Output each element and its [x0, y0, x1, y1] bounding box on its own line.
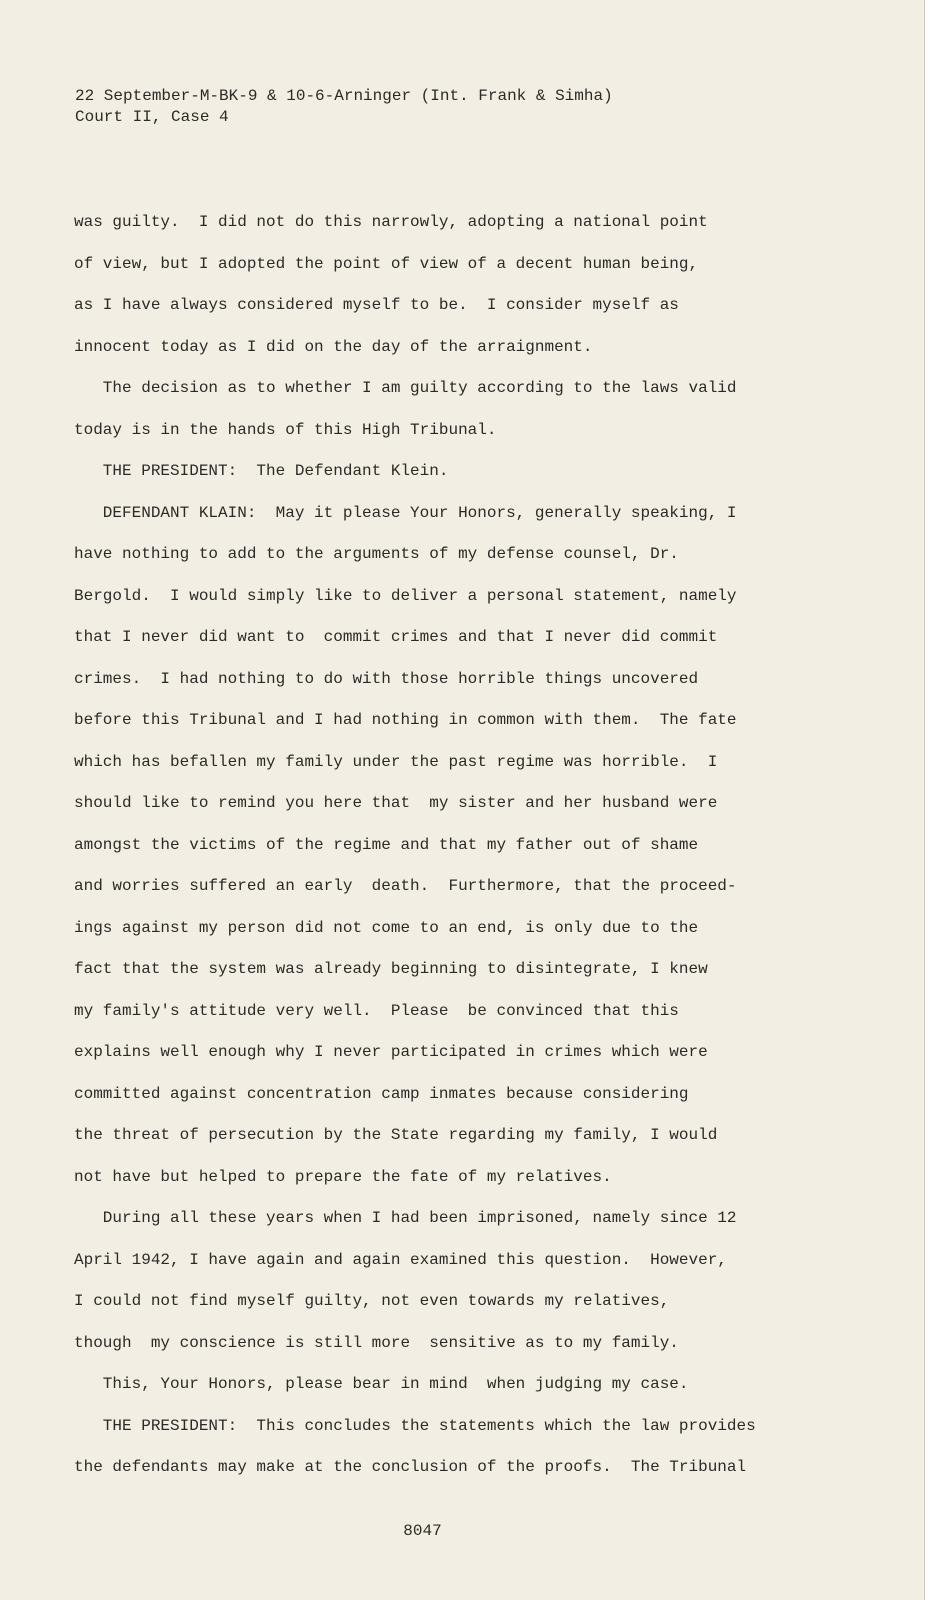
header-line-1: 22 September-M-BK-9 & 10-6-Arninger (Int. Frank & Simha) — [75, 87, 613, 105]
text-line: innocent today as I did on the day of the arraignment. — [74, 337, 593, 356]
header-line-2: Court II, Case 4 — [75, 108, 229, 126]
text-line: and worries suffered an early death. Furthermore, that the proceed- — [74, 877, 737, 895]
text-line: as I have always considered myself to be. I consider myself as — [74, 296, 679, 314]
text-line: the threat of persecution by the State regarding my family, I would — [74, 1126, 718, 1144]
text-line: the defendants may make at the conclusion of the proofs. The Tribunal — [74, 1458, 747, 1476]
text-line: not have but helped to prepare the fate of my relatives. — [74, 1167, 612, 1186]
text-line: Bergold. I would simply like to deliver a personal statement, namely — [74, 586, 737, 605]
text-line: which has befallen my family under the past regime was horrible. I — [74, 752, 718, 771]
text-line: before this Tribunal and I had nothing in common with them. The fate — [74, 711, 737, 729]
text-line: DEFENDANT KLAIN: May it please Your Honors, generally speaking, I — [74, 503, 737, 522]
text-line: amongst the victims of the regime and that my father out of shame — [74, 835, 699, 854]
text-line: This, Your Honors, please bear in mind when judging my case. — [74, 1375, 689, 1393]
text-line: that I never did want to commit crimes and that I never did commit — [74, 628, 718, 646]
text-line: crimes. I had nothing to do with those horrible things uncovered — [74, 669, 699, 688]
text-line: THE PRESIDENT: The Defendant Klein. — [74, 462, 449, 480]
text-line: THE PRESIDENT: This concludes the statements which the law provides — [74, 1416, 756, 1435]
page-header — [75, 86, 613, 128]
text-line: of view, but I adopted the point of view of a decent human being, — [74, 254, 699, 273]
text-line: have nothing to add to the arguments of my defense counsel, Dr. — [74, 545, 679, 563]
text-line: explains well enough why I never participated in crimes which were — [74, 1043, 708, 1061]
transcript-body — [74, 202, 794, 1489]
text-line: was guilty. I did not do this narrowly, adopting a national point — [74, 213, 708, 231]
text-line: should like to remind you here that my sister and her husband were — [74, 794, 718, 812]
text-line: my family's attitude very well. Please be convinced that this — [74, 1001, 679, 1020]
text-line: today is in the hands of this High Tribunal. — [74, 420, 497, 439]
text-line: The decision as to whether I am guilty according to the laws valid — [74, 379, 737, 397]
text-line: committed against concentration camp inmates because considering — [74, 1084, 689, 1103]
text-line: ings against my person did not come to an end, is only due to the — [74, 918, 699, 937]
text-line: April 1942, I have again and again examined this question. However, — [74, 1250, 727, 1269]
text-line: fact that the system was already beginning to disintegrate, I knew — [74, 960, 708, 978]
text-line: I could not find myself guilty, not even towards my relatives, — [74, 1292, 670, 1310]
text-line: During all these years when I had been imprisoned, namely since 12 — [74, 1209, 737, 1227]
page-number: 8047 — [403, 1522, 442, 1540]
text-line: though my conscience is still more sensitive as to my family. — [74, 1333, 679, 1352]
